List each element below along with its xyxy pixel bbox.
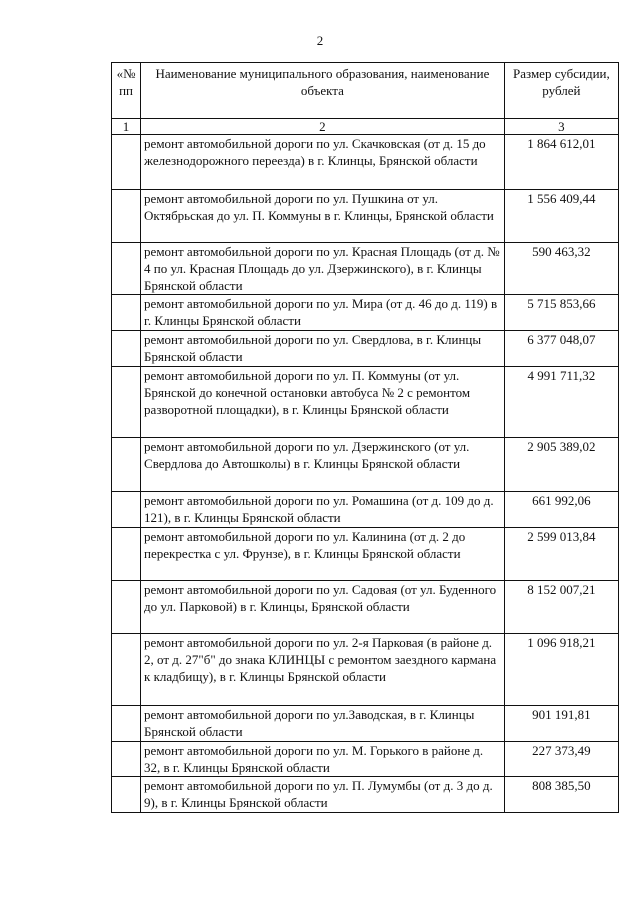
subsidy-amount: 8 152 007,21	[504, 581, 618, 634]
table-row	[112, 581, 619, 634]
object-name: ремонт автомобильной дороги по ул. Скачковская (от д. 15 до железнодорожного переезда) в г. Клинцы, Брянской области	[141, 135, 505, 190]
table-row	[112, 777, 619, 813]
row-number-cell	[112, 777, 141, 813]
subsidy-amount: 2 599 013,84	[504, 528, 618, 581]
header-col-name: Наименование муниципального образования, наименование объекта	[141, 63, 505, 119]
table-row	[112, 367, 619, 438]
subsidy-amount: 4 991 711,32	[504, 367, 618, 438]
table-row	[112, 528, 619, 581]
row-number-cell	[112, 581, 141, 634]
object-name: ремонт автомобильной дороги по ул. Ромашина (от д. 109 до д. 121), в г. Клинцы Брянской области	[141, 492, 505, 528]
subsidy-table	[111, 62, 619, 813]
row-number-cell	[112, 438, 141, 492]
object-name: ремонт автомобильной дороги по ул.Заводская, в г. Клинцы Брянской области	[141, 706, 505, 742]
object-name: ремонт автомобильной дороги по ул. Красная Площадь (от д. № 4 по ул. Красная Площадь до ул. Дзержинского), в г. Клинцы Брянской области	[141, 243, 505, 295]
table-row	[112, 190, 619, 243]
subsidy-amount: 1 096 918,21	[504, 634, 618, 706]
subsidy-amount: 661 992,06	[504, 492, 618, 528]
object-name: ремонт автомобильной дороги по ул. Мира (от д. 46 до д. 119) в г. Клинцы Брянской области	[141, 295, 505, 331]
row-number-cell	[112, 634, 141, 706]
column-number: 2	[141, 119, 505, 135]
object-name: ремонт автомобильной дороги по ул. М. Горького в районе д. 32, в г. Клинцы Брянской области	[141, 742, 505, 777]
table-row	[112, 706, 619, 742]
column-number-row	[112, 119, 619, 135]
table-row	[112, 331, 619, 367]
object-name: ремонт автомобильной дороги по ул. П. Лумумбы (от д. 3 до д. 9), в г. Клинцы Брянской области	[141, 777, 505, 813]
row-number-cell	[112, 135, 141, 190]
column-number: 3	[504, 119, 618, 135]
subsidy-amount: 5 715 853,66	[504, 295, 618, 331]
row-number-cell	[112, 492, 141, 528]
row-number-cell	[112, 367, 141, 438]
subsidy-amount: 1 864 612,01	[504, 135, 618, 190]
column-number: 1	[112, 119, 141, 135]
table-row	[112, 634, 619, 706]
object-name: ремонт автомобильной дороги по ул. Дзержинского (от ул. Свердлова до Автошколы) в г. Клинцы Брянской области	[141, 438, 505, 492]
table-row	[112, 243, 619, 295]
subsidy-amount: 808 385,50	[504, 777, 618, 813]
row-number-cell	[112, 706, 141, 742]
row-number-cell	[112, 742, 141, 777]
page-number: 2	[316, 33, 324, 48]
object-name: ремонт автомобильной дороги по ул. Свердлова, в г. Клинцы Брянской области	[141, 331, 505, 367]
subsidy-amount: 2 905 389,02	[504, 438, 618, 492]
table-row	[112, 492, 619, 528]
object-name: ремонт автомобильной дороги по ул. 2-я Парковая (в районе д. 2, от д. 27"б" до знака КЛИНЦЫ с ремонтом заездного кармана к кладбищу), в г. Клинцы Брянской области	[141, 634, 505, 706]
header-col-number: «№ пп	[112, 63, 141, 119]
table-header-row	[112, 63, 619, 119]
table-row	[112, 295, 619, 331]
table-row	[112, 135, 619, 190]
subsidy-amount: 901 191,81	[504, 706, 618, 742]
object-name: ремонт автомобильной дороги по ул. П. Коммуны (от ул. Брянской до конечной остановки автобуса № 2 с ремонтом разворотной площадки), в г. Клинцы Брянской области	[141, 367, 505, 438]
row-number-cell	[112, 190, 141, 243]
header-col-amount: Размер субсидии, рублей	[504, 63, 618, 119]
object-name: ремонт автомобильной дороги по ул. Пушкина от ул. Октябрьская до ул. П. Коммуны в г. Клинцы, Брянской области	[141, 190, 505, 243]
row-number-cell	[112, 295, 141, 331]
row-number-cell	[112, 528, 141, 581]
table-row	[112, 742, 619, 777]
row-number-cell	[112, 243, 141, 295]
subsidy-amount: 6 377 048,07	[504, 331, 618, 367]
subsidy-amount: 1 556 409,44	[504, 190, 618, 243]
object-name: ремонт автомобильной дороги по ул. Калинина (от д. 2 до перекрестка с ул. Фрунзе), в г. Клинцы Брянской области	[141, 528, 505, 581]
subsidy-amount: 590 463,32	[504, 243, 618, 295]
subsidy-amount: 227 373,49	[504, 742, 618, 777]
table-row	[112, 438, 619, 492]
object-name: ремонт автомобильной дороги по ул. Садовая (от ул. Буденного до ул. Парковой) в г. Клинцы, Брянской области	[141, 581, 505, 634]
row-number-cell	[112, 331, 141, 367]
